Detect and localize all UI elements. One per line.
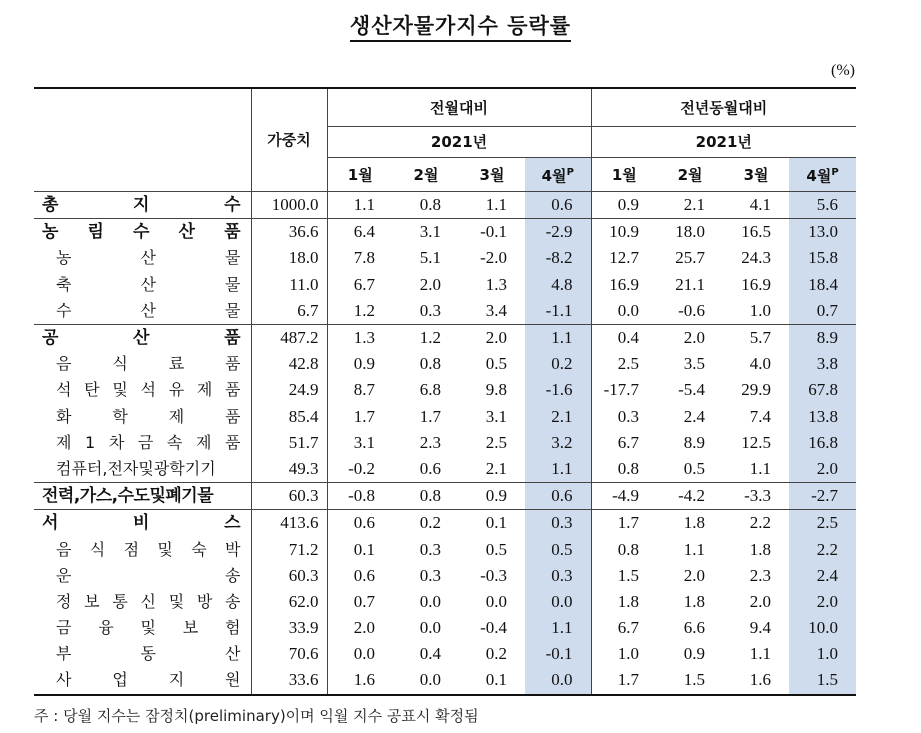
weight-cell: 85.4: [251, 404, 327, 430]
yoy-value-cell: 29.9: [741, 380, 772, 400]
yoy-value-cell: 0.9: [617, 195, 640, 215]
table-row: [34, 377, 856, 403]
table-row: [34, 641, 856, 667]
mom-value-cell: 2.0: [353, 618, 375, 638]
mom-value-cell: 4.8: [525, 272, 591, 298]
yoy-month-header-2: 2월: [657, 158, 723, 192]
yoy-value-cell: 0.9: [683, 644, 706, 664]
mom-month-header-1: 1월: [327, 158, 393, 192]
row-label: 전력,가스,수도및폐기물: [34, 483, 251, 510]
yoy-value-cell: 2.0: [683, 565, 706, 585]
yoy-value-cell: 18.4: [789, 272, 856, 298]
weight-cell: 42.8: [251, 351, 327, 377]
mom-value-cell: 1.1: [485, 195, 507, 215]
mom-value-cell: 1.3: [327, 324, 393, 351]
weight-cell: 33.9: [251, 615, 327, 641]
mom-value-cell: 3.1: [393, 219, 459, 246]
page-title: 생산자물가지수 등락률: [0, 10, 921, 40]
yoy-value-cell: 5.7: [723, 324, 789, 351]
table-row: [34, 192, 856, 219]
yoy-value-cell: 1.5: [657, 667, 723, 694]
yoy-value-cell: 2.5: [617, 354, 640, 374]
yoy-value-cell: 2.0: [789, 456, 856, 483]
mom-value-cell: -2.0: [480, 248, 507, 268]
table-row: [34, 324, 856, 351]
mom-value-cell: 0.6: [419, 458, 441, 478]
preliminary-mark: P: [831, 167, 839, 178]
table-row: [34, 430, 856, 456]
mom-value-cell: 0.2: [485, 644, 507, 664]
mom-value-cell: 0.6: [525, 192, 591, 219]
yoy-value-cell: 2.2: [723, 510, 789, 537]
mom-value-cell: 0.6: [353, 565, 375, 585]
mom-value-cell: 1.6: [327, 667, 393, 694]
yoy-value-cell: 0.0: [617, 300, 640, 320]
yoy-value-cell: 9.4: [749, 618, 772, 638]
mom-value-cell: 2.1: [525, 404, 591, 430]
mom-value-cell: 0.8: [419, 195, 441, 215]
weight-cell: 62.0: [251, 589, 327, 615]
mom-value-cell: 0.3: [419, 565, 441, 585]
mom-value-cell: 1.1: [525, 615, 591, 641]
mom-month-header-4: 4월$^P$: [525, 158, 591, 192]
yoy-value-cell: 67.8: [789, 377, 856, 403]
year-header-yoy: 2021년: [695, 133, 752, 151]
yoy-value-cell: 2.0: [749, 591, 772, 611]
group-yoy-header: 전년동월대비: [591, 88, 856, 127]
yoy-value-cell: 15.8: [789, 245, 856, 271]
yoy-value-cell: 12.7: [609, 248, 640, 268]
yoy-value-cell: 13.0: [789, 219, 856, 246]
yoy-value-cell: 5.6: [789, 192, 856, 219]
mom-value-cell: 3.2: [525, 430, 591, 456]
yoy-value-cell: -4.9: [591, 483, 657, 510]
table-row: [34, 404, 856, 430]
yoy-value-cell: 1.5: [789, 667, 856, 694]
label-header: [34, 88, 251, 192]
mom-value-cell: -0.1: [525, 641, 591, 667]
row-label: 농 산 물: [34, 245, 251, 271]
preliminary-mark: P: [566, 167, 574, 178]
mom-value-cell: 6.4: [327, 219, 393, 246]
table-row: [34, 536, 856, 562]
yoy-value-cell: 10.0: [789, 615, 856, 641]
yoy-value-cell: 0.7: [789, 298, 856, 325]
row-label: 석 탄 및 석 유 제 품: [34, 377, 251, 403]
mom-value-cell: 3.1: [485, 406, 507, 426]
mom-value-cell: 0.6: [327, 510, 393, 537]
yoy-value-cell: 1.1: [749, 644, 772, 664]
mom-value-cell: 0.8: [393, 483, 459, 510]
yoy-value-cell: 1.1: [683, 539, 706, 559]
yoy-value-cell: 2.5: [789, 510, 856, 537]
mom-value-cell: 1.2: [353, 300, 375, 320]
row-label: 금 융 및 보 험: [34, 615, 251, 641]
yoy-value-cell: 1.7: [591, 510, 657, 537]
row-label: 총 지 수: [34, 192, 251, 219]
mom-value-cell: 0.3: [525, 563, 591, 589]
footnote: 주 : 당월 지수는 잠정치(preliminary)이며 익월 지수 공표시 확정됨: [34, 707, 479, 725]
weight-cell: 413.6: [251, 510, 327, 537]
table-row: [34, 245, 856, 271]
mom-value-cell: 1.7: [419, 406, 441, 426]
mom-value-cell: 0.1: [353, 539, 375, 559]
row-label: 농 림 수 산 품: [34, 219, 251, 246]
mom-value-cell: 6.7: [353, 274, 375, 294]
year-header-mom: 2021년: [327, 127, 591, 158]
mom-value-cell: 7.8: [353, 248, 375, 268]
yoy-value-cell: 24.3: [741, 248, 772, 268]
yoy-value-cell: 1.5: [617, 565, 640, 585]
weight-header: 가중치: [251, 88, 327, 192]
row-label: 공 산 품: [34, 324, 251, 351]
yoy-value-cell: 12.5: [741, 432, 772, 452]
yoy-value-cell: -17.7: [603, 380, 640, 400]
mom-value-cell: 0.7: [353, 591, 375, 611]
mom-value-cell: 9.8: [485, 380, 507, 400]
yoy-value-cell: 4.0: [749, 354, 772, 374]
mom-value-cell: -8.2: [525, 245, 591, 271]
row-label: 음 식 점 및 숙 박: [34, 536, 251, 562]
table-row: [34, 589, 856, 615]
mom-value-cell: 0.5: [525, 536, 591, 562]
row-label: 정 보 통 신 및 방 송: [34, 589, 251, 615]
mom-value-cell: 5.1: [419, 248, 441, 268]
yoy-value-cell: 21.1: [675, 274, 706, 294]
mom-value-cell: -1.6: [525, 377, 591, 403]
row-label: 컴퓨터,전자및광학기기: [34, 456, 251, 483]
yoy-month-header-3: 3월: [723, 158, 789, 192]
weight-cell: 11.0: [251, 272, 327, 298]
weight-cell: 33.6: [251, 667, 327, 694]
mom-value-cell: 0.3: [419, 300, 441, 320]
yoy-value-cell: 1.7: [591, 667, 657, 694]
row-label: 화 학 제 품: [34, 404, 251, 430]
yoy-value-cell: 16.9: [741, 274, 772, 294]
weight-cell: 487.2: [251, 324, 327, 351]
mom-value-cell: 0.1: [459, 667, 525, 694]
mom-month-header-3: 3월: [459, 158, 525, 192]
table-row: [34, 298, 856, 325]
mom-value-cell: 0.0: [525, 589, 591, 615]
yoy-value-cell: 0.8: [617, 458, 640, 478]
mom-value-cell: 0.0: [353, 644, 375, 664]
yoy-value-cell: 1.8: [683, 591, 706, 611]
yoy-value-cell: 0.4: [591, 324, 657, 351]
yoy-value-cell: -4.2: [657, 483, 723, 510]
yoy-value-cell: 2.0: [789, 589, 856, 615]
weight-cell: 6.7: [251, 298, 327, 325]
ppi-table: [34, 87, 856, 696]
mom-value-cell: 0.2: [393, 510, 459, 537]
yoy-value-cell: 8.9: [683, 432, 706, 452]
mom-value-cell: 0.9: [353, 354, 375, 374]
yoy-value-cell: 1.0: [749, 300, 772, 320]
yoy-value-cell: -5.4: [678, 380, 706, 400]
mom-value-cell: 1.1: [353, 195, 375, 215]
table-row: [34, 272, 856, 298]
weight-cell: 1000.0: [251, 192, 327, 219]
table-row: [34, 219, 856, 246]
mom-month-header-2: 2월: [393, 158, 459, 192]
yoy-value-cell: 16.9: [609, 274, 640, 294]
yoy-value-cell: -2.7: [789, 483, 856, 510]
mom-value-cell: 2.5: [485, 432, 507, 452]
mom-value-cell: 0.9: [459, 483, 525, 510]
mom-value-cell: -0.4: [480, 618, 507, 638]
mom-value-cell: -0.8: [327, 483, 393, 510]
table-row: [34, 351, 856, 377]
mom-value-cell: 0.6: [525, 483, 591, 510]
table-row: [34, 456, 856, 483]
mom-value-cell: 0.3: [419, 539, 441, 559]
yoy-value-cell: 2.4: [683, 406, 706, 426]
yoy-value-cell: 3.5: [683, 354, 706, 374]
mom-value-cell: 0.2: [525, 351, 591, 377]
weight-cell: 36.6: [251, 219, 327, 246]
yoy-value-cell: 1.0: [617, 644, 640, 664]
row-label: 사 업 지 원: [34, 667, 251, 694]
yoy-value-cell: 6.7: [617, 618, 640, 638]
yoy-value-cell: 7.4: [749, 406, 772, 426]
weight-cell: 51.7: [251, 430, 327, 456]
yoy-value-cell: 13.8: [789, 404, 856, 430]
yoy-value-cell: 3.8: [789, 351, 856, 377]
mom-value-cell: -0.2: [348, 458, 375, 478]
mom-value-cell: 0.0: [419, 591, 441, 611]
weight-cell: 24.9: [251, 377, 327, 403]
mom-value-cell: 2.0: [419, 274, 441, 294]
yoy-value-cell: 1.0: [789, 641, 856, 667]
yoy-value-cell: 1.8: [749, 539, 772, 559]
yoy-value-cell: 1.1: [749, 458, 772, 478]
yoy-month-header-1: 1월: [591, 158, 657, 192]
weight-cell: 60.3: [251, 563, 327, 589]
mom-value-cell: 0.0: [419, 618, 441, 638]
yoy-value-cell: 10.9: [591, 219, 657, 246]
table-row: [34, 667, 856, 694]
weight-cell: 49.3: [251, 456, 327, 483]
yoy-value-cell: 8.9: [789, 324, 856, 351]
mom-value-cell: 0.4: [419, 644, 441, 664]
mom-value-cell: -0.3: [480, 565, 507, 585]
yoy-value-cell: 1.6: [723, 667, 789, 694]
yoy-value-cell: 6.6: [683, 618, 706, 638]
row-label: 수 산 물: [34, 298, 251, 325]
mom-value-cell: 0.0: [525, 667, 591, 694]
mom-value-cell: -2.9: [525, 219, 591, 246]
mom-value-cell: 0.5: [485, 539, 507, 559]
mom-value-cell: -0.1: [459, 219, 525, 246]
mom-value-cell: 0.1: [459, 510, 525, 537]
yoy-value-cell: 2.1: [683, 195, 706, 215]
mom-value-cell: -1.1: [525, 298, 591, 325]
table-row: [34, 483, 856, 510]
row-label: 제 1 차 금 속 제 품: [34, 430, 251, 456]
row-label: 부 동 산: [34, 641, 251, 667]
mom-value-cell: 1.7: [353, 406, 375, 426]
yoy-value-cell: 2.4: [789, 563, 856, 589]
row-label: 서 비 스: [34, 510, 251, 537]
table-row: [34, 510, 856, 537]
mom-value-cell: 1.1: [525, 324, 591, 351]
mom-value-cell: 3.1: [353, 432, 375, 452]
yoy-value-cell: 0.3: [617, 406, 640, 426]
weight-cell: 18.0: [251, 245, 327, 271]
mom-value-cell: 8.7: [353, 380, 375, 400]
mom-value-cell: 1.1: [525, 456, 591, 483]
yoy-value-cell: 1.8: [657, 510, 723, 537]
mom-value-cell: 0.0: [393, 667, 459, 694]
mom-value-cell: 2.1: [485, 458, 507, 478]
yoy-value-cell: 6.7: [617, 432, 640, 452]
yoy-value-cell: 4.1: [749, 195, 772, 215]
yoy-value-cell: 0.8: [617, 539, 640, 559]
yoy-value-cell: 2.2: [789, 536, 856, 562]
yoy-value-cell: 25.7: [675, 248, 706, 268]
yoy-value-cell: -0.6: [678, 300, 706, 320]
yoy-value-cell: 2.0: [657, 324, 723, 351]
mom-value-cell: 3.4: [485, 300, 507, 320]
mom-value-cell: 0.5: [485, 354, 507, 374]
weight-cell: 71.2: [251, 536, 327, 562]
yoy-month-header-4: 4월$^P$: [789, 158, 856, 192]
mom-value-cell: 0.0: [485, 591, 507, 611]
table-row: [34, 615, 856, 641]
yoy-value-cell: 16.8: [789, 430, 856, 456]
yoy-value-cell: 18.0: [657, 219, 723, 246]
mom-value-cell: 0.8: [419, 354, 441, 374]
yoy-value-cell: 2.3: [749, 565, 772, 585]
mom-value-cell: 6.8: [419, 380, 441, 400]
mom-value-cell: 1.3: [485, 274, 507, 294]
mom-value-cell: 2.0: [459, 324, 525, 351]
row-label: 음 식 료 품: [34, 351, 251, 377]
mom-value-cell: 2.3: [419, 432, 441, 452]
mom-value-cell: 0.3: [525, 510, 591, 537]
weight-cell: 60.3: [251, 483, 327, 510]
mom-value-cell: 1.2: [393, 324, 459, 351]
yoy-value-cell: 0.5: [683, 458, 706, 478]
row-label: 축 산 물: [34, 272, 251, 298]
group-mom-header: 전월대비: [327, 88, 591, 127]
weight-cell: 70.6: [251, 641, 327, 667]
table-row: [34, 563, 856, 589]
yoy-value-cell: 1.8: [617, 591, 640, 611]
yoy-value-cell: -3.3: [723, 483, 789, 510]
yoy-value-cell: 16.5: [723, 219, 789, 246]
row-label: 운 송: [34, 563, 251, 589]
unit-label: (%): [831, 62, 855, 79]
